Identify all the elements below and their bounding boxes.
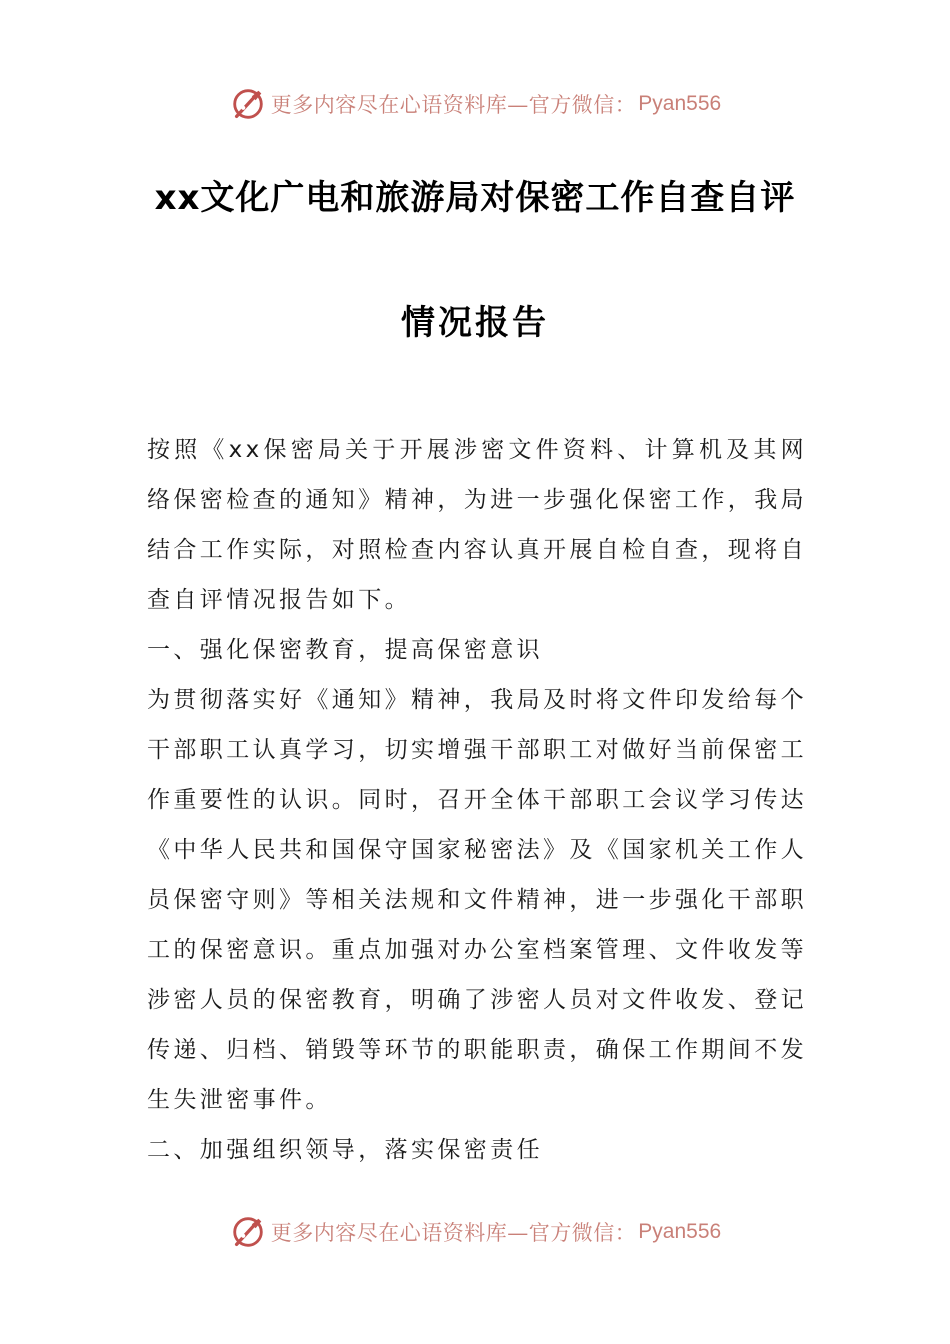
document-body <box>147 425 807 1175</box>
watermark-wechat-id: Pyan556 <box>638 1220 722 1243</box>
document-title-line-1: xx文化广电和旅游局对保密工作自查自评 <box>154 178 796 218</box>
watermark-wechat-id: Pyan556 <box>638 92 722 115</box>
section-heading-2: 二、加强组织领导，落实保密责任 <box>147 1137 543 1163</box>
pen-nib-circle-icon <box>229 1213 267 1251</box>
paragraph-section-1: 为贯彻落实好《通知》精神，我局及时将文件印发给每个干部职工认真学习，切实增强干部职工对做好当前保密工作重要性的认识。同时，召开全体干部职工会议学习传达《中华人民共和国保守国家秘密法》及《国家机关工作人员保密守则》等相关法规和文件精神，进一步强化干部职工的保密意识。重点加强对办公室档案管理、文件收发等涉密人员的保密教育，明确了涉密人员对文件收发、登记传递、归档、销毁等环节的职能职责，确保工作期间不发生失泄密事件。 <box>147 687 807 1113</box>
watermark-text: 更多内容尽在心语资料库—官方微信： <box>270 1221 637 1245</box>
document-title-line-2: 情况报告 <box>401 303 549 343</box>
section-heading-1: 一、强化保密教育，提高保密意识 <box>147 637 543 663</box>
footer-watermark <box>0 1212 950 1252</box>
watermark-text: 更多内容尽在心语资料库—官方微信： <box>270 93 637 117</box>
paragraph-intro: 按照《xx保密局关于开展涉密文件资料、计算机及其网络保密检查的通知》精神，为进一步强化保密工作，我局结合工作实际，对照检查内容认真开展自检自查，现将自查自评情况报告如下。 <box>147 437 807 613</box>
header-watermark <box>0 84 950 124</box>
pen-nib-circle-icon <box>229 85 267 123</box>
